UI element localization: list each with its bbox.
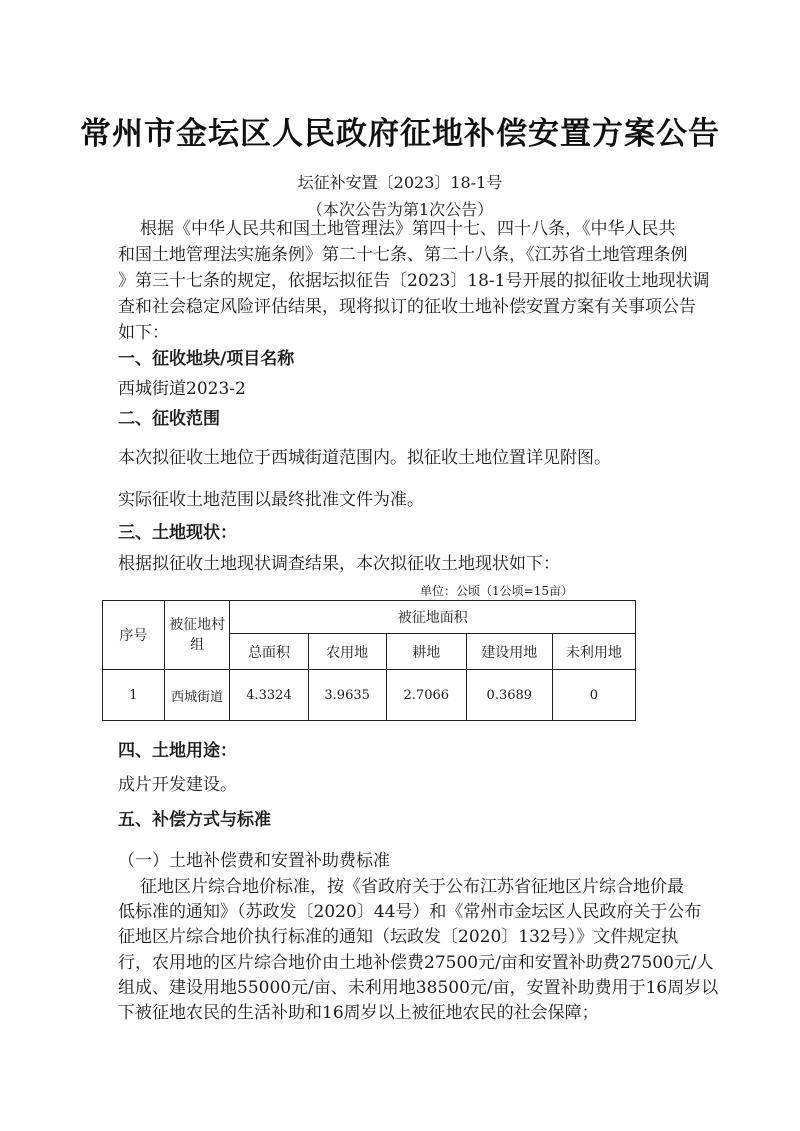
document-title: 常州市金坛区人民政府征地补偿安置方案公告 bbox=[80, 116, 720, 152]
section5-line: 下被征地农民的生活补助和16周岁以上被征地农民的社会保障； bbox=[118, 1003, 599, 1023]
section1-content: 西城街道2023-2 bbox=[118, 379, 246, 399]
document-number: 坛征补安置〔2023〕18-1号 bbox=[297, 173, 503, 192]
intro-line: 查和社会稳定风险评估结果，现将拟订的征收土地补偿安置方案有关事项公告 bbox=[118, 297, 696, 317]
table-header-arable: 耕地 bbox=[386, 634, 466, 670]
intro-line: 如下： bbox=[118, 323, 169, 343]
table-header-village: 被征地村组 bbox=[164, 601, 230, 670]
section5-line: 行，农用地的区片综合地价由土地补偿费27500元/亩和安置补助费27500元/人 bbox=[118, 953, 714, 973]
notice-count: （本次公告为第1次公告） bbox=[306, 200, 494, 219]
table-header-area-group: 被征地面积 bbox=[230, 601, 636, 634]
cell-unused: 0 bbox=[552, 670, 635, 721]
cell-village: 西城街道 bbox=[164, 670, 230, 721]
section5-line: 组成、建设用地55000元/亩、未利用地38500元/亩，安置补助费用于16周岁以 bbox=[118, 978, 719, 998]
table-header-unused: 未利用地 bbox=[552, 634, 635, 670]
section2-heading: 二、征收范围 bbox=[118, 409, 220, 429]
section4-heading: 四、土地用途： bbox=[118, 741, 237, 761]
table-header-seq: 序号 bbox=[103, 601, 165, 670]
cell-farm: 3.9635 bbox=[308, 670, 386, 721]
section5-subheading: （一）土地补偿费和安置补助费标准 bbox=[118, 851, 390, 871]
cell-seq: 1 bbox=[103, 670, 165, 721]
section5-line: 征地区片综合地价执行标准的通知（坛政发〔2020〕132号）》文件规定执 bbox=[118, 927, 679, 947]
cell-total: 4.3324 bbox=[230, 670, 308, 721]
section5-line: 征地区片综合地价标准，按《省政府关于公布江苏省征地区片综合地价最 bbox=[140, 877, 684, 897]
intro-line: 根据《中华人民共和国土地管理法》第四十七、四十八条，《中华人民共 bbox=[140, 219, 676, 239]
table-header-total: 总面积 bbox=[230, 634, 308, 670]
section5-line: 低标准的通知》（苏政发〔2020〕44号）和《常州市金坛区人民政府关于公布 bbox=[118, 902, 702, 922]
section4-content: 成片开发建设。 bbox=[118, 775, 237, 795]
section2-content: 本次拟征收土地位于西城街道范围内。拟征收土地位置详见附图。 bbox=[118, 448, 611, 468]
intro-line: 和国土地管理法实施条例》第二十七条、第二十八条，《江苏省土地管理条例 bbox=[118, 245, 688, 265]
section3-content: 根据拟征收土地现状调查结果，本次拟征收土地现状如下： bbox=[118, 554, 560, 574]
section5-heading: 五、补偿方式与标准 bbox=[118, 810, 271, 830]
section2-content: 实际征收土地范围以最终批准文件为准。 bbox=[118, 490, 424, 510]
table-header-construction: 建设用地 bbox=[466, 634, 552, 670]
cell-arable: 2.7066 bbox=[386, 670, 466, 721]
intro-line: 》第三十七条的规定，依据坛拟征告〔2023〕18-1号开展的拟征收土地现状调 bbox=[118, 271, 710, 291]
section3-heading: 三、土地现状： bbox=[118, 523, 237, 543]
table-row bbox=[103, 670, 636, 721]
land-status-table bbox=[102, 600, 636, 721]
section1-heading: 一、征收地块/项目名称 bbox=[118, 349, 295, 369]
table-header-farm: 农用地 bbox=[308, 634, 386, 670]
table-unit-note: 单位：公顷（1公顷=15亩） bbox=[420, 584, 573, 598]
cell-construction: 0.3689 bbox=[466, 670, 552, 721]
